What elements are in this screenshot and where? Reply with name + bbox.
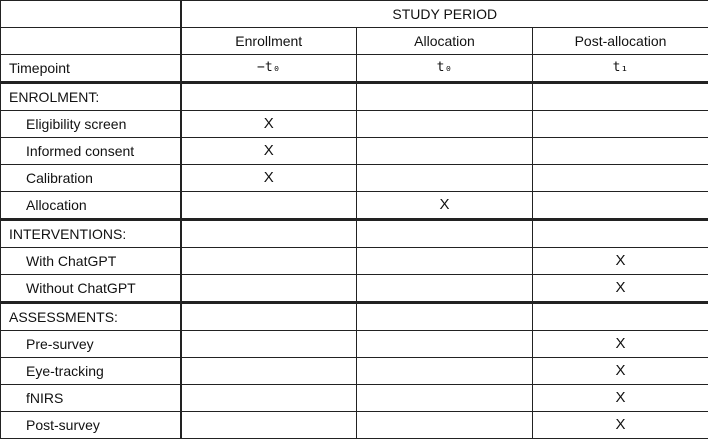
schedule-mark [181,412,357,439]
schedule-mark [533,111,708,138]
schedule-mark [533,138,708,165]
schedule-mark [181,275,357,303]
empty-cell [533,303,708,331]
empty-cell [533,83,708,111]
empty-cell [357,83,533,111]
row-label: Allocation [1,192,181,220]
schedule-mark [357,358,533,385]
empty-cell [181,303,357,331]
timepoint-value: t₀ [357,55,533,83]
schedule-mark [357,385,533,412]
schedule-mark [357,275,533,303]
table-row [1,385,708,412]
header-row-study-period [1,1,708,28]
study-period-heading: STUDY PERIOD [181,1,708,28]
empty-cell [181,83,357,111]
section-title: INTERVENTIONS: [1,220,181,248]
schedule-mark [181,331,357,358]
table-row [1,331,708,358]
timepoint-row [1,55,708,83]
schedule-mark: X [533,385,708,412]
empty-cell [181,220,357,248]
table-row [1,248,708,275]
table-row [1,412,708,439]
schedule-mark [357,331,533,358]
table-row [1,111,708,138]
row-label: Eligibility screen [1,111,181,138]
row-label: Without ChatGPT [1,275,181,303]
schedule-mark [357,412,533,439]
column-post-allocation: Post-allocation [533,28,708,55]
schedule-mark: X [533,358,708,385]
timepoint-label: Timepoint [1,55,181,83]
section-row-assessments [1,303,708,331]
schedule-mark [181,358,357,385]
schedule-mark: X [533,275,708,303]
column-allocation: Allocation [357,28,533,55]
schedule-mark [181,192,357,220]
row-label: With ChatGPT [1,248,181,275]
row-label: Pre-survey [1,331,181,358]
schedule-mark: X [533,331,708,358]
schedule-mark [357,111,533,138]
table-row [1,192,708,220]
row-label: Eye-tracking [1,358,181,385]
table-row [1,275,708,303]
schedule-mark: X [533,412,708,439]
schedule-mark [181,385,357,412]
section-title: ENROLMENT: [1,83,181,111]
header-blank-cell [1,28,181,55]
schedule-mark [533,192,708,220]
row-label: Informed consent [1,138,181,165]
schedule-mark: X [181,138,357,165]
schedule-mark [357,138,533,165]
schedule-mark [357,165,533,192]
schedule-mark [357,248,533,275]
section-title: ASSESSMENTS: [1,303,181,331]
column-enrollment: Enrollment [181,28,357,55]
empty-cell [357,220,533,248]
header-blank-cell [1,1,181,28]
row-label: Calibration [1,165,181,192]
row-label: fNIRS [1,385,181,412]
schedule-mark: X [181,165,357,192]
empty-cell [533,220,708,248]
schedule-mark: X [357,192,533,220]
schedule-mark: X [181,111,357,138]
header-row-phases [1,28,708,55]
timepoint-value: −t₀ [181,55,357,83]
table-row [1,165,708,192]
section-row-enrolment [1,83,708,111]
table-row [1,138,708,165]
empty-cell [357,303,533,331]
schedule-mark: X [533,248,708,275]
row-label: Post-survey [1,412,181,439]
table-row [1,358,708,385]
timepoint-value: t₁ [533,55,708,83]
section-row-interventions [1,220,708,248]
schedule-mark [533,165,708,192]
schedule-mark [181,248,357,275]
